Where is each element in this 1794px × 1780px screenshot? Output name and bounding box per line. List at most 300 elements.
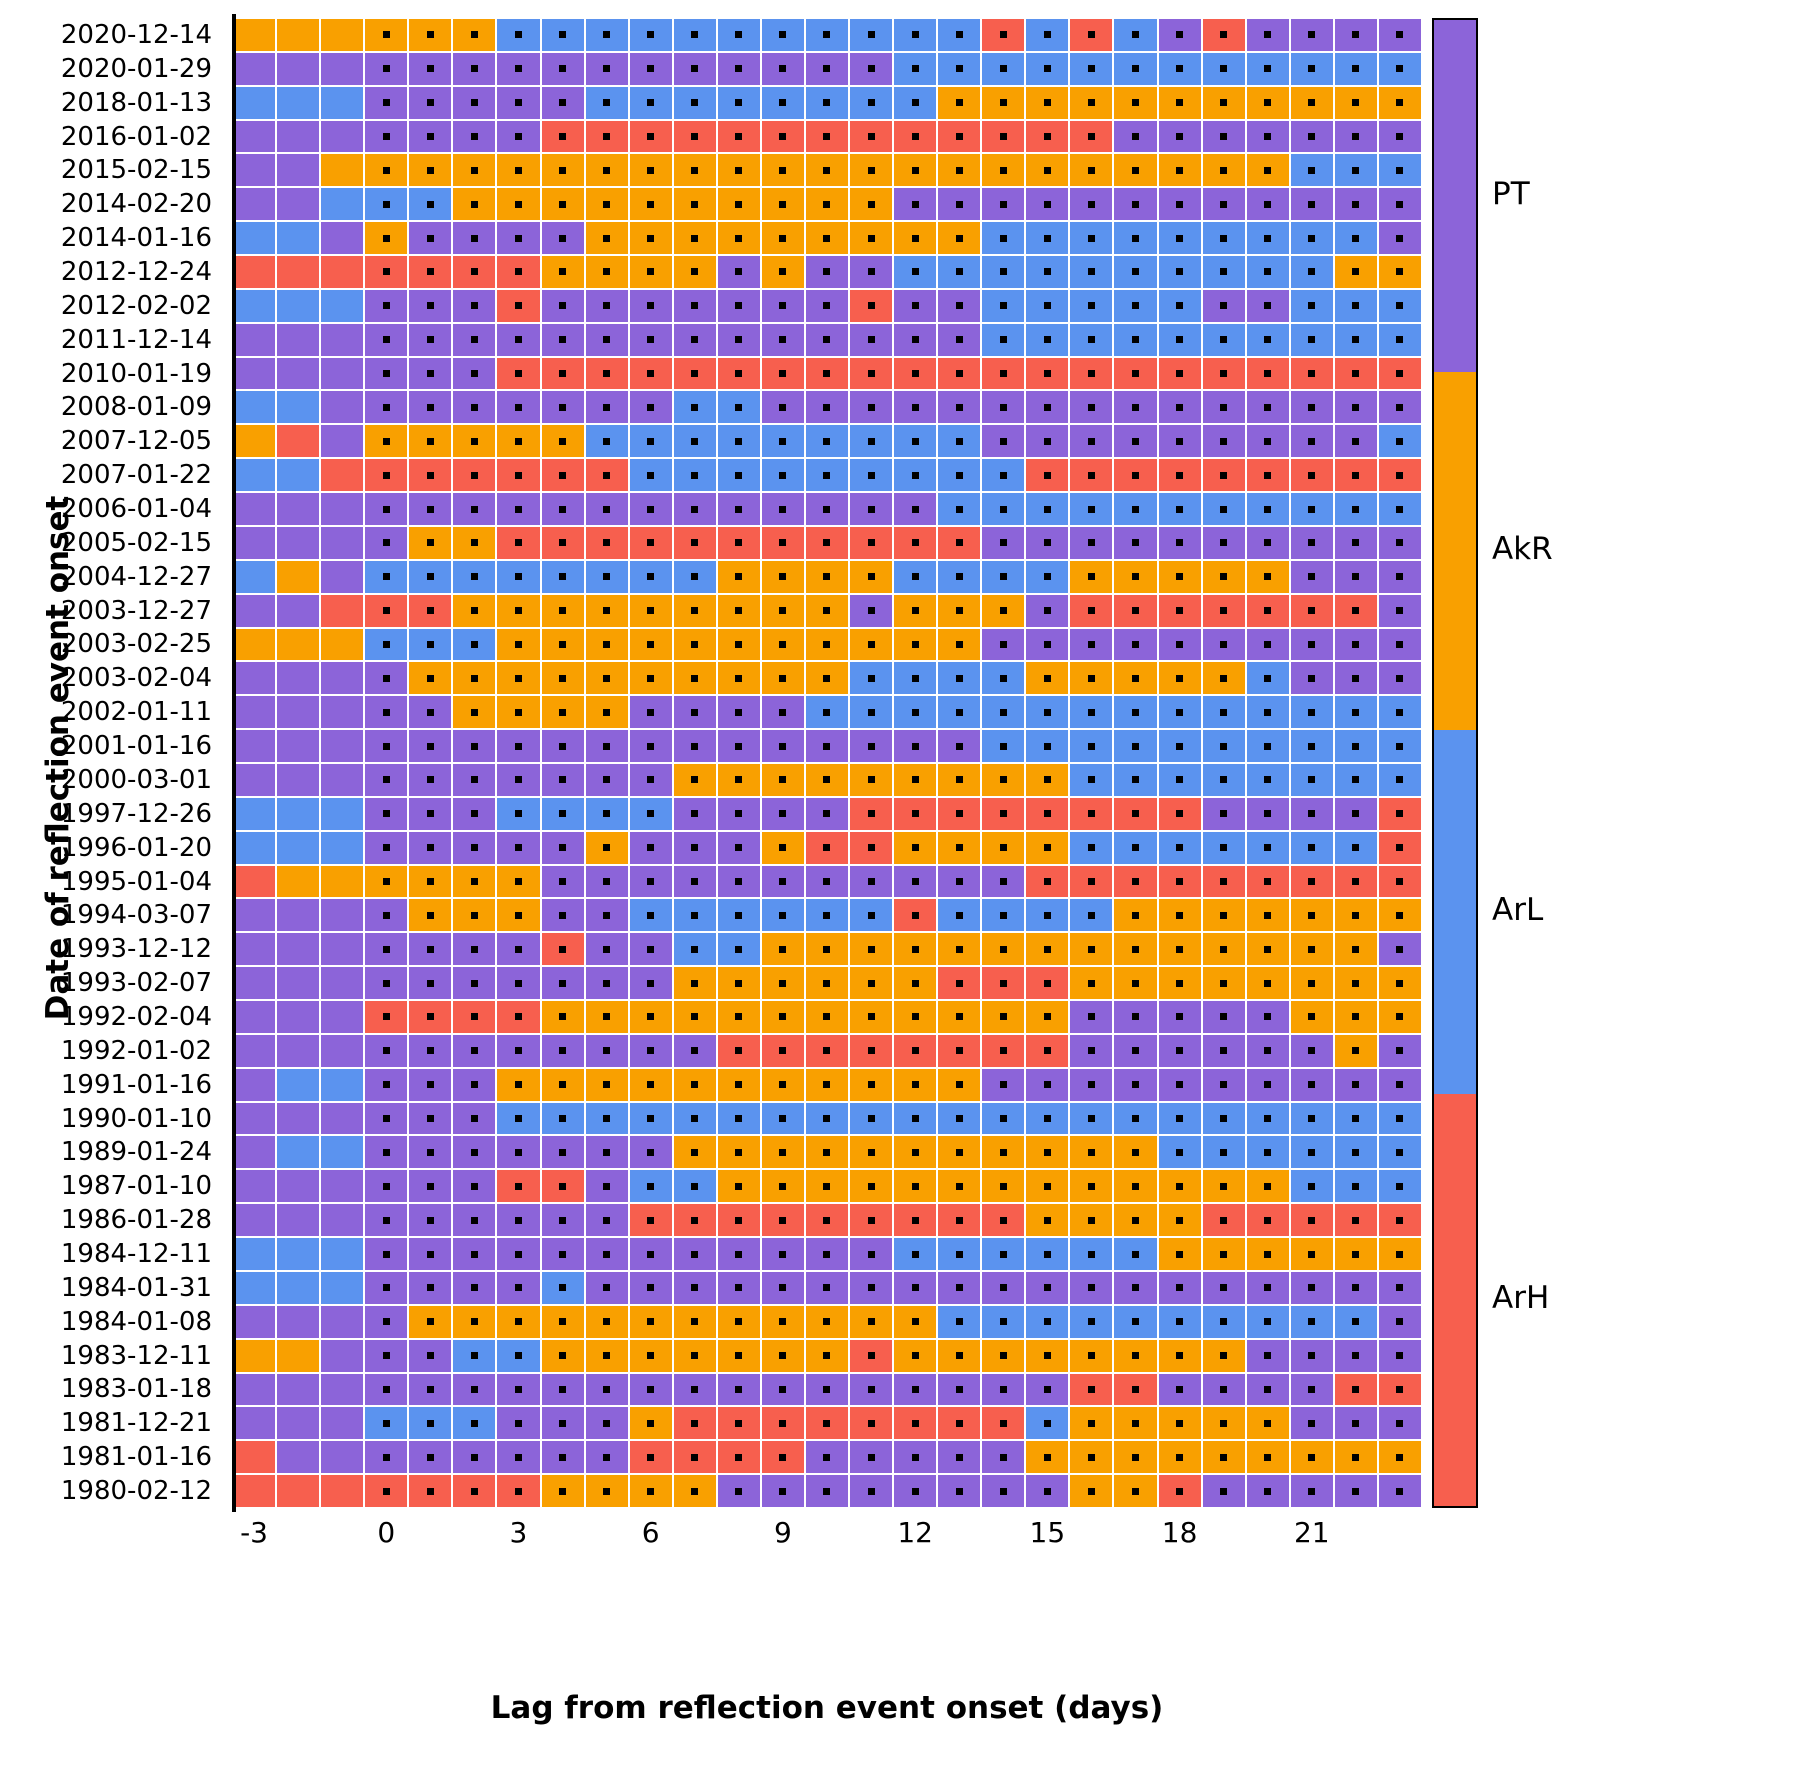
cell-marker-dot	[1088, 641, 1095, 648]
cell-marker-dot	[471, 167, 478, 174]
cell-marker-dot	[823, 946, 830, 953]
cell-marker-dot	[912, 201, 919, 208]
heatmap-cell	[1290, 1339, 1334, 1373]
cell-marker-dot	[1132, 65, 1139, 72]
cell-marker-dot	[647, 404, 654, 411]
heatmap-cell	[496, 932, 540, 966]
heatmap-cell	[585, 661, 629, 695]
cell-marker-dot	[603, 1454, 610, 1461]
cell-marker-dot	[603, 1149, 610, 1156]
heatmap-cell	[717, 289, 761, 323]
heatmap-cell	[1069, 1271, 1113, 1305]
heatmap-cell	[496, 1000, 540, 1034]
heatmap-cell	[541, 1237, 585, 1271]
heatmap-cell	[1202, 695, 1246, 729]
heatmap-cell	[717, 831, 761, 865]
heatmap-cell	[496, 695, 540, 729]
cell-marker-dot	[1352, 370, 1359, 377]
heatmap-cell	[1202, 594, 1246, 628]
heatmap-cell	[629, 729, 673, 763]
cell-marker-dot	[471, 1352, 478, 1359]
heatmap-cell	[232, 1237, 276, 1271]
cell-marker-dot	[383, 1386, 390, 1393]
heatmap-cell	[673, 323, 717, 357]
cell-marker-dot	[1044, 99, 1051, 106]
cell-marker-dot	[1000, 370, 1007, 377]
heatmap-cell	[1113, 1305, 1157, 1339]
heatmap-cell	[408, 1373, 452, 1407]
heatmap-cell	[937, 187, 981, 221]
cell-marker-dot	[471, 1115, 478, 1122]
heatmap-cell	[981, 1000, 1025, 1034]
cell-marker-dot	[1352, 1183, 1359, 1190]
heatmap-cell	[496, 1440, 540, 1474]
cell-marker-dot	[1264, 709, 1271, 716]
cell-marker-dot	[1264, 878, 1271, 885]
cell-marker-dot	[1000, 1013, 1007, 1020]
heatmap-cell	[761, 661, 805, 695]
cell-marker-dot	[956, 1488, 963, 1495]
cell-marker-dot	[1396, 268, 1403, 275]
y-tick-label: 2003-02-25	[60, 629, 212, 660]
heatmap-cell	[1334, 1373, 1378, 1407]
heatmap-cell	[452, 120, 496, 154]
heatmap-cell	[408, 1271, 452, 1305]
heatmap-cell	[1290, 1237, 1334, 1271]
heatmap-cell	[1334, 1000, 1378, 1034]
cell-marker-dot	[1176, 1318, 1183, 1325]
heatmap-cell	[320, 1237, 364, 1271]
heatmap-cell	[629, 831, 673, 865]
cell-marker-dot	[956, 1318, 963, 1325]
cell-marker-dot	[1176, 235, 1183, 242]
cell-marker-dot	[1352, 539, 1359, 546]
heatmap-cell	[496, 1135, 540, 1169]
cell-marker-dot	[471, 1149, 478, 1156]
heatmap-cell	[1025, 492, 1069, 526]
heatmap-cell	[1158, 932, 1202, 966]
heatmap-cell	[937, 898, 981, 932]
cell-marker-dot	[956, 1081, 963, 1088]
cell-marker-dot	[647, 980, 654, 987]
heatmap-cell	[320, 763, 364, 797]
cell-marker-dot	[1132, 1149, 1139, 1156]
heatmap-cell	[717, 492, 761, 526]
heatmap-cell	[541, 1474, 585, 1508]
cell-marker-dot	[1396, 1251, 1403, 1258]
cell-marker-dot	[779, 1149, 786, 1156]
heatmap-cell	[1290, 932, 1334, 966]
cell-marker-dot	[1308, 506, 1315, 513]
cell-marker-dot	[1088, 1013, 1095, 1020]
cell-marker-dot	[559, 31, 566, 38]
cell-marker-dot	[1264, 404, 1271, 411]
heatmap-cell	[1290, 153, 1334, 187]
heatmap-cell	[541, 492, 585, 526]
y-tick-label: 2003-02-04	[60, 663, 212, 694]
y-tick-label: 1997-12-26	[60, 798, 212, 829]
cell-marker-dot	[427, 1013, 434, 1020]
y-tick-label: 2008-01-09	[60, 392, 212, 423]
cell-marker-dot	[559, 878, 566, 885]
heatmap-cell	[496, 1406, 540, 1440]
cell-marker-dot	[912, 65, 919, 72]
heatmap-cell	[1113, 898, 1157, 932]
cell-marker-dot	[1088, 31, 1095, 38]
cell-marker-dot	[691, 506, 698, 513]
cell-marker-dot	[427, 1149, 434, 1156]
cell-marker-dot	[1264, 472, 1271, 479]
cell-marker-dot	[1044, 912, 1051, 919]
heatmap-cell	[1246, 289, 1290, 323]
cell-marker-dot	[383, 472, 390, 479]
cell-marker-dot	[1220, 641, 1227, 648]
heatmap-cell	[1334, 1068, 1378, 1102]
cell-marker-dot	[912, 1013, 919, 1020]
cell-marker-dot	[691, 167, 698, 174]
cell-marker-dot	[1044, 438, 1051, 445]
heatmap-cell	[320, 1406, 364, 1440]
heatmap-cell	[320, 628, 364, 662]
heatmap-cell	[1069, 1135, 1113, 1169]
cell-marker-dot	[1220, 99, 1227, 106]
heatmap-cell	[629, 797, 673, 831]
heatmap-cell	[452, 763, 496, 797]
heatmap-cell	[1246, 1474, 1290, 1508]
cell-marker-dot	[823, 370, 830, 377]
cell-marker-dot	[1132, 946, 1139, 953]
heatmap-cell	[1334, 865, 1378, 899]
cell-marker-dot	[427, 1251, 434, 1258]
cell-marker-dot	[647, 506, 654, 513]
cell-marker-dot	[1088, 370, 1095, 377]
cell-marker-dot	[1220, 235, 1227, 242]
cell-marker-dot	[1352, 1217, 1359, 1224]
heatmap-cell	[629, 86, 673, 120]
cell-marker-dot	[912, 1318, 919, 1325]
cell-marker-dot	[691, 268, 698, 275]
cell-marker-dot	[823, 31, 830, 38]
heatmap-cell	[541, 52, 585, 86]
cell-marker-dot	[1264, 201, 1271, 208]
heatmap-cell	[541, 153, 585, 187]
cell-marker-dot	[515, 1149, 522, 1156]
cell-marker-dot	[383, 99, 390, 106]
heatmap-cell	[232, 52, 276, 86]
heatmap-cell	[541, 831, 585, 865]
cell-marker-dot	[603, 404, 610, 411]
heatmap-cell	[364, 628, 408, 662]
cell-marker-dot	[1000, 1047, 1007, 1054]
heatmap-cell	[1158, 1135, 1202, 1169]
heatmap-cell	[496, 357, 540, 391]
cell-marker-dot	[1000, 1115, 1007, 1122]
cell-marker-dot	[735, 675, 742, 682]
cell-marker-dot	[691, 844, 698, 851]
heatmap-cell	[1069, 1440, 1113, 1474]
cell-marker-dot	[779, 201, 786, 208]
heatmap-cell	[849, 932, 893, 966]
heatmap-cell	[452, 1373, 496, 1407]
y-tick-label: 1981-12-21	[60, 1408, 212, 1439]
cell-marker-dot	[1264, 607, 1271, 614]
heatmap-cell	[276, 390, 320, 424]
cell-marker-dot	[691, 99, 698, 106]
heatmap-cell	[541, 323, 585, 357]
cell-marker-dot	[1132, 1013, 1139, 1020]
legend-segment-arh	[1434, 1094, 1476, 1506]
heatmap-cell	[585, 1339, 629, 1373]
heatmap-cell	[849, 1000, 893, 1034]
heatmap-cell	[805, 221, 849, 255]
heatmap-cell	[893, 898, 937, 932]
cell-marker-dot	[1308, 1217, 1315, 1224]
heatmap-cell	[1158, 628, 1202, 662]
cell-marker-dot	[779, 370, 786, 377]
heatmap-cell	[1378, 1135, 1422, 1169]
heatmap-cell	[452, 594, 496, 628]
heatmap-cell	[1069, 831, 1113, 865]
cell-marker-dot	[1088, 438, 1095, 445]
heatmap-cell	[717, 18, 761, 52]
heatmap-cell	[893, 120, 937, 154]
cell-marker-dot	[383, 675, 390, 682]
heatmap-cell	[849, 86, 893, 120]
heatmap-cell	[364, 1203, 408, 1237]
heatmap-cell	[232, 729, 276, 763]
heatmap-cell	[849, 120, 893, 154]
heatmap-cell	[893, 865, 937, 899]
heatmap-cell	[1025, 1102, 1069, 1136]
heatmap-cell	[1202, 661, 1246, 695]
cell-marker-dot	[779, 268, 786, 275]
heatmap-cell	[585, 255, 629, 289]
heatmap-cell	[673, 120, 717, 154]
heatmap-cell	[981, 966, 1025, 1000]
cell-marker-dot	[1220, 607, 1227, 614]
cell-marker-dot	[779, 675, 786, 682]
heatmap-cell	[408, 898, 452, 932]
heatmap-cell	[452, 1034, 496, 1068]
cell-marker-dot	[779, 1013, 786, 1020]
heatmap-cell	[452, 221, 496, 255]
heatmap-cell	[496, 560, 540, 594]
heatmap-cell	[452, 1406, 496, 1440]
cell-marker-dot	[779, 1217, 786, 1224]
cell-marker-dot	[1308, 878, 1315, 885]
cell-marker-dot	[1264, 336, 1271, 343]
heatmap-cell	[1113, 1135, 1157, 1169]
heatmap-cell	[1290, 695, 1334, 729]
heatmap-cell	[452, 1203, 496, 1237]
cell-marker-dot	[383, 980, 390, 987]
heatmap-cell	[673, 18, 717, 52]
heatmap-cell	[981, 357, 1025, 391]
heatmap-cell	[541, 560, 585, 594]
heatmap-cell	[761, 763, 805, 797]
cell-marker-dot	[1308, 1352, 1315, 1359]
cell-marker-dot	[779, 31, 786, 38]
x-tick-label: 21	[1293, 1516, 1330, 1549]
cell-marker-dot	[1044, 370, 1051, 377]
heatmap-cell	[541, 1135, 585, 1169]
cell-marker-dot	[427, 99, 434, 106]
cell-marker-dot	[779, 810, 786, 817]
heatmap-cell	[849, 661, 893, 695]
heatmap-cell	[585, 594, 629, 628]
cell-marker-dot	[1000, 709, 1007, 716]
heatmap-cell	[849, 289, 893, 323]
cell-marker-dot	[1308, 844, 1315, 851]
cell-marker-dot	[1220, 201, 1227, 208]
cell-marker-dot	[1396, 302, 1403, 309]
cell-marker-dot	[912, 404, 919, 411]
cell-marker-dot	[647, 1081, 654, 1088]
heatmap-cell	[276, 492, 320, 526]
cell-marker-dot	[515, 506, 522, 513]
cell-marker-dot	[735, 99, 742, 106]
heatmap-cell	[1246, 1373, 1290, 1407]
heatmap-cell	[496, 865, 540, 899]
heatmap-cell	[408, 797, 452, 831]
y-tick-label: 1983-12-11	[60, 1340, 212, 1371]
cell-marker-dot	[1132, 878, 1139, 885]
cell-marker-dot	[1396, 573, 1403, 580]
heatmap-cell	[717, 898, 761, 932]
cell-marker-dot	[1264, 1352, 1271, 1359]
heatmap-cell	[893, 797, 937, 831]
heatmap-cell	[981, 932, 1025, 966]
cell-marker-dot	[1000, 946, 1007, 953]
heatmap-cell	[232, 966, 276, 1000]
heatmap-cell	[1246, 729, 1290, 763]
heatmap-cell	[1202, 1271, 1246, 1305]
cell-marker-dot	[1396, 776, 1403, 783]
cell-marker-dot	[1220, 1217, 1227, 1224]
cell-marker-dot	[1308, 573, 1315, 580]
heatmap-cell	[320, 661, 364, 695]
heatmap-cell	[232, 1440, 276, 1474]
heatmap-cell	[717, 1169, 761, 1203]
heatmap-cell	[1290, 729, 1334, 763]
heatmap-cell	[673, 865, 717, 899]
heatmap-cell	[585, 18, 629, 52]
cell-marker-dot	[1352, 980, 1359, 987]
heatmap-cell	[276, 560, 320, 594]
heatmap-cell	[1378, 966, 1422, 1000]
cell-marker-dot	[471, 302, 478, 309]
cell-marker-dot	[647, 1251, 654, 1258]
cell-marker-dot	[1088, 1183, 1095, 1190]
cell-marker-dot	[1088, 1081, 1095, 1088]
heatmap-cell	[629, 1237, 673, 1271]
heatmap-cell	[1334, 120, 1378, 154]
cell-marker-dot	[735, 302, 742, 309]
heatmap-cell	[364, 458, 408, 492]
heatmap-cell	[1069, 1034, 1113, 1068]
heatmap-cell	[1113, 492, 1157, 526]
cell-marker-dot	[1132, 1115, 1139, 1122]
heatmap-cell	[320, 831, 364, 865]
heatmap-cell	[761, 932, 805, 966]
cell-marker-dot	[868, 573, 875, 580]
heatmap-cell	[673, 1440, 717, 1474]
cell-marker-dot	[691, 31, 698, 38]
cell-marker-dot	[823, 844, 830, 851]
cell-marker-dot	[515, 844, 522, 851]
cell-marker-dot	[956, 607, 963, 614]
event-onset-line	[232, 14, 236, 1512]
cell-marker-dot	[1220, 675, 1227, 682]
cell-marker-dot	[1176, 776, 1183, 783]
heatmap-cell	[232, 357, 276, 391]
cell-marker-dot	[603, 980, 610, 987]
heatmap-cell	[849, 1305, 893, 1339]
heatmap-cell	[1246, 695, 1290, 729]
cell-marker-dot	[1044, 573, 1051, 580]
legend-label-akr: AkR	[1492, 531, 1553, 568]
heatmap-cell	[320, 492, 364, 526]
heatmap-cell	[452, 458, 496, 492]
cell-marker-dot	[1308, 1454, 1315, 1461]
cell-marker-dot	[779, 1454, 786, 1461]
cell-marker-dot	[515, 776, 522, 783]
heatmap-cell	[1334, 1339, 1378, 1373]
heatmap-cell	[496, 1102, 540, 1136]
heatmap-cell	[805, 932, 849, 966]
cell-marker-dot	[1396, 1352, 1403, 1359]
heatmap-cell	[1069, 357, 1113, 391]
heatmap-cell	[232, 1000, 276, 1034]
cell-marker-dot	[427, 336, 434, 343]
cell-marker-dot	[956, 1047, 963, 1054]
heatmap-cell	[1069, 1237, 1113, 1271]
cell-marker-dot	[1000, 1454, 1007, 1461]
cell-marker-dot	[1264, 844, 1271, 851]
heatmap-cell	[849, 1271, 893, 1305]
cell-marker-dot	[735, 1318, 742, 1325]
heatmap-cell	[893, 153, 937, 187]
cell-marker-dot	[735, 946, 742, 953]
heatmap-cell	[276, 18, 320, 52]
cell-marker-dot	[823, 776, 830, 783]
heatmap-cell	[717, 1203, 761, 1237]
cell-marker-dot	[1044, 709, 1051, 716]
cell-marker-dot	[1132, 302, 1139, 309]
heatmap-cell	[232, 1203, 276, 1237]
cell-marker-dot	[735, 1284, 742, 1291]
cell-marker-dot	[603, 675, 610, 682]
cell-marker-dot	[559, 946, 566, 953]
heatmap-cell	[981, 120, 1025, 154]
heatmap-cell	[320, 1305, 364, 1339]
heatmap-cell	[1378, 628, 1422, 662]
cell-marker-dot	[471, 607, 478, 614]
cell-marker-dot	[1176, 438, 1183, 445]
cell-marker-dot	[1044, 1081, 1051, 1088]
cell-marker-dot	[559, 65, 566, 72]
heatmap-cell	[981, 1373, 1025, 1407]
heatmap-cell	[1158, 1271, 1202, 1305]
heatmap-cell	[893, 1440, 937, 1474]
heatmap-cell	[541, 797, 585, 831]
cell-marker-dot	[383, 1318, 390, 1325]
heatmap-cell	[1158, 797, 1202, 831]
cell-marker-dot	[823, 438, 830, 445]
cell-marker-dot	[868, 302, 875, 309]
heatmap-cell	[805, 1237, 849, 1271]
heatmap-cell	[364, 1373, 408, 1407]
